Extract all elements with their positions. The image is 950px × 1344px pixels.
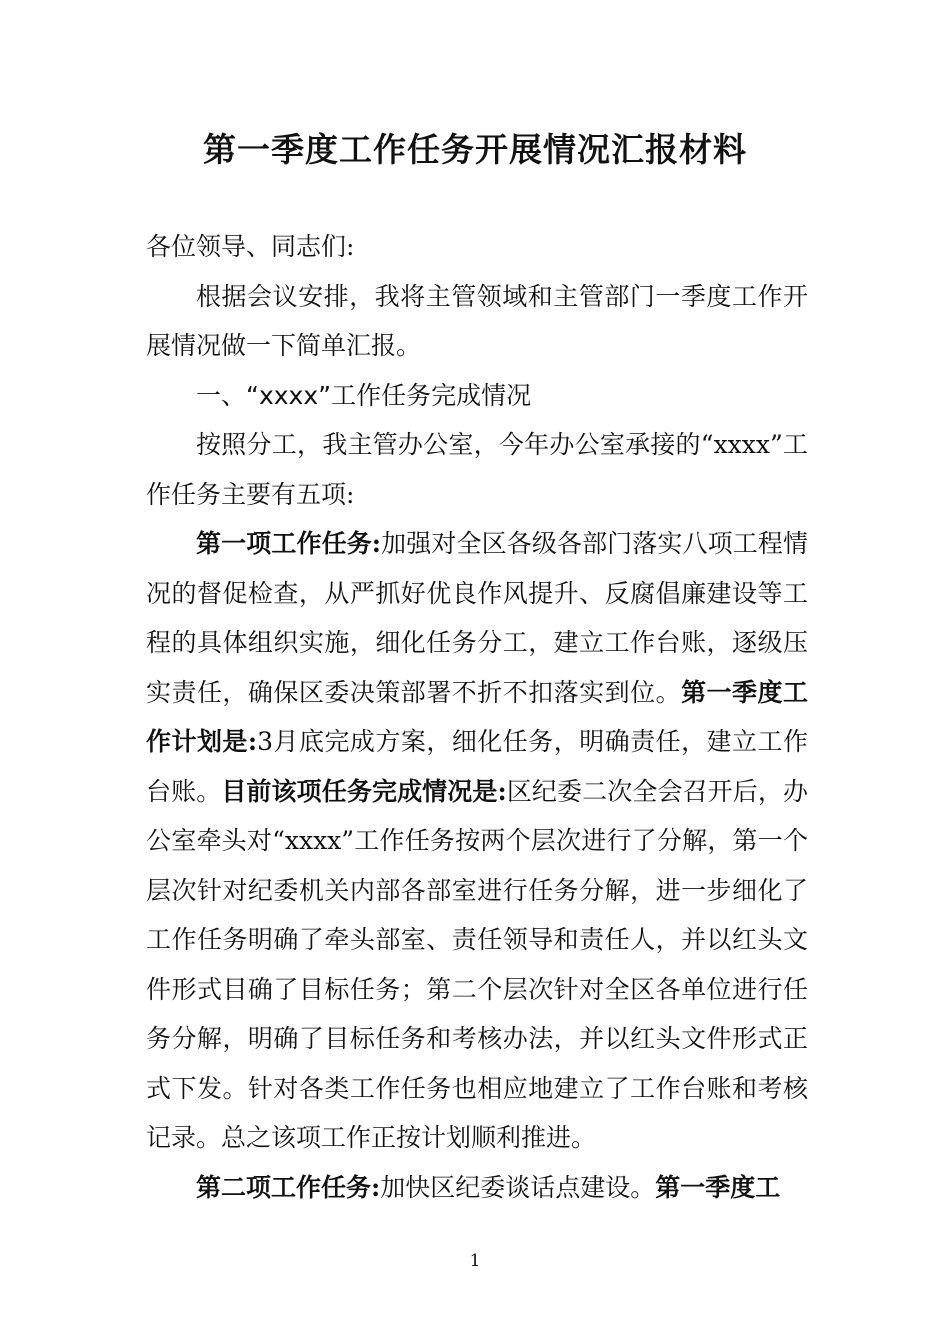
task-1-plan-label: 第一季度工作计划是: xyxy=(146,677,808,756)
greeting: 各位领导、同志们: xyxy=(146,232,355,261)
section-heading: 一、“xxxx”工作任务完成情况 xyxy=(196,380,532,410)
task-2-paragraph xyxy=(146,1163,808,1213)
document-body xyxy=(146,222,808,1212)
intro-paragraph: 根据会议安排，我将主管领域和主管部门一季度工作开展情况做一下简单汇报。 xyxy=(146,281,808,360)
section-intro-paragraph: 按照分工，我主管办公室，今年办公室承接的“xxxx”工作任务主要有五项: xyxy=(146,430,808,509)
task-1-paragraph xyxy=(146,519,808,1163)
task-1-plan-text: 3月底完成方案，细化任务，明确责任，建立工作台账。 xyxy=(146,727,808,806)
task-2-text: 加快区纪委谈话点建设。 xyxy=(380,1172,656,1202)
task-1-status-text: 区纪委二次全会召开后，办公室牵头对“xxxx”工作任务按两个层次进行了分解，第一个层次针对纪委机关内部各部室进行任务分解，进一步细化了工作任务明确了牵头部室、责任领导和责任人，并以红头文件形式目确了目标任务；第二个层次针对全区各单位进行任务分解，明确了目标任务和考核办法，并以红头文件形式正式下发。针对各类工作任务也相应地建立了工作台账和考核记录。总之该项工作正按计划顺利推进。 xyxy=(146,776,808,1152)
task-2-plan-label: 第一季度工 xyxy=(655,1172,781,1202)
task-1-text: 加强对全区各级各部门落实八项工程情况的督促检查，从严抓好优良作风提升、反腐倡廉建设等工程的具体组织实施，细化任务分工，建立工作台账，逐级压实责任，确保区委决策部署不折不扣落实到位。 xyxy=(146,529,808,707)
page-number: 1 xyxy=(469,1251,481,1271)
task-1-label: 第一项工作任务: xyxy=(196,529,382,558)
task-1-status-label: 目前该项任务完成情况是: xyxy=(221,776,507,806)
task-2-label: 第二项工作任务: xyxy=(196,1172,381,1202)
document-title: 第一季度工作任务开展情况汇报材料 xyxy=(203,130,747,169)
